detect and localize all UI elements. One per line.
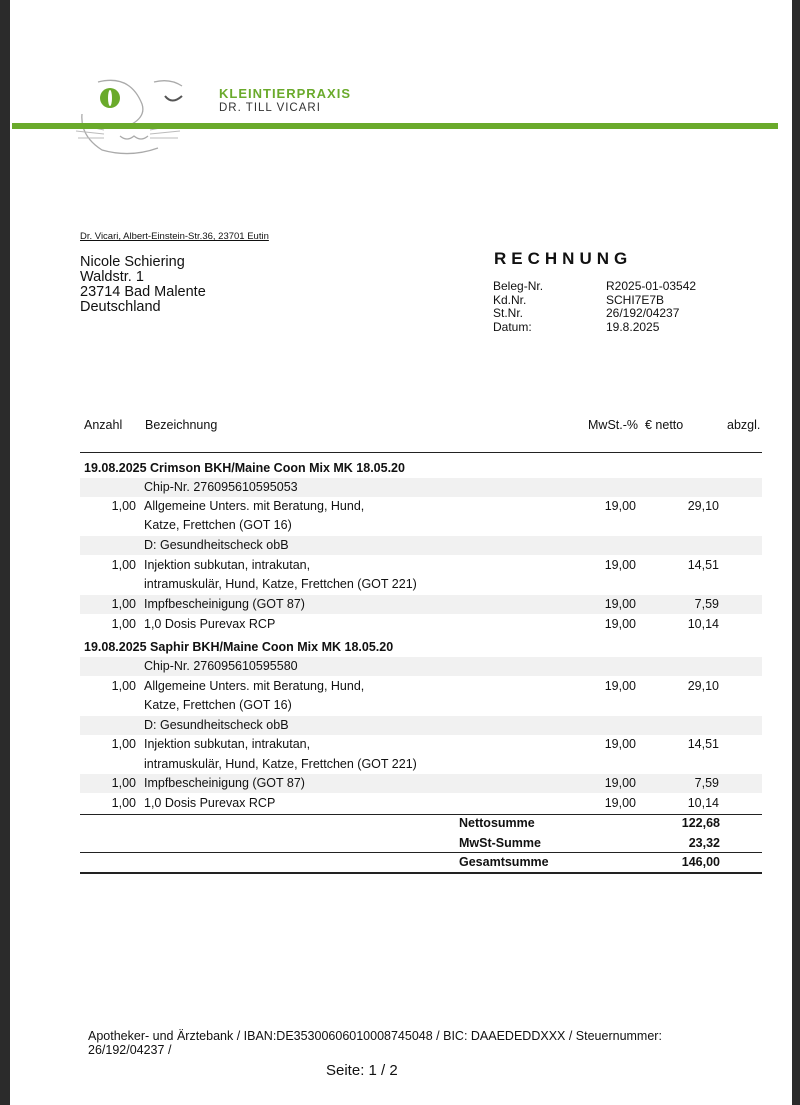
column-header-netto: € netto	[645, 418, 684, 432]
table-row	[80, 595, 762, 614]
meta-value: SCHI7E7B	[606, 292, 665, 307]
vat-total-value: 23,32	[688, 836, 720, 850]
row-description: Chip-Nr. 276095610595053	[144, 480, 298, 494]
meta-value: R2025-01-03542	[606, 279, 697, 293]
table-row	[80, 774, 762, 793]
table-row	[80, 716, 762, 735]
net-total-value: 122,68	[681, 816, 720, 830]
table-row	[80, 575, 762, 594]
row-description: intramuskulär, Hund, Katze, Frettchen (GOT 221)	[144, 577, 417, 591]
net-total-label: Nettosumme	[459, 816, 535, 830]
viewer-frame-left	[0, 0, 10, 1105]
table-row	[80, 556, 762, 575]
vat-total-label: MwSt-Summe	[459, 836, 541, 850]
row-description: Allgemeine Unters. mit Beratung, Hund,	[144, 679, 365, 693]
row-vat-rate: 19,00	[604, 796, 636, 810]
row-description: D: Gesundheitscheck obB	[144, 718, 289, 732]
sender-line: Dr. Vicari, Albert-Einstein-Str.36, 23701 Eutin	[80, 231, 269, 242]
row-quantity: 1,00	[111, 776, 136, 790]
row-description: Katze, Frettchen (GOT 16)	[144, 698, 292, 712]
row-description: D: Gesundheitscheck obB	[144, 538, 289, 552]
row-quantity: 1,00	[111, 617, 136, 631]
recipient-name: Nicole Schiering	[80, 254, 185, 270]
brand-divider	[12, 123, 778, 129]
recipient-country: Deutschland	[80, 299, 161, 315]
row-net-amount: 10,14	[687, 796, 719, 810]
table-row	[80, 478, 762, 497]
row-net-amount: 29,10	[687, 499, 719, 513]
row-vat-rate: 19,00	[604, 499, 636, 513]
meta-label: Beleg-Nr.	[493, 279, 544, 293]
table-row	[80, 794, 762, 813]
row-quantity: 1,00	[111, 597, 136, 611]
grand-total-value: 146,00	[681, 855, 720, 869]
row-description: Injektion subkutan, intrakutan,	[144, 737, 311, 751]
row-quantity: 1,00	[111, 737, 136, 751]
meta-label: Kd.Nr.	[493, 292, 527, 307]
table-row	[80, 615, 762, 634]
row-quantity: 1,00	[111, 796, 136, 810]
recipient-street: Waldstr. 1	[80, 269, 144, 285]
totals-divider-top	[80, 814, 762, 815]
brand-name: KLEINTIERPRAXIS	[219, 86, 352, 101]
row-quantity: 1,00	[111, 558, 136, 572]
viewer-frame-right	[792, 0, 800, 1105]
document-title: RECHNUNG	[494, 249, 633, 268]
row-quantity: 1,00	[111, 679, 136, 693]
table-row	[80, 516, 762, 535]
invoice-meta	[493, 280, 696, 334]
meta-label: Datum:	[493, 319, 532, 334]
row-net-amount: 29,10	[687, 679, 719, 693]
row-net-amount: 7,59	[694, 597, 719, 611]
section-header	[80, 459, 762, 478]
brand-doctor: DR. TILL VICARI	[219, 102, 321, 114]
cat-face-logo-icon	[70, 78, 195, 156]
row-description: intramuskulär, Hund, Katze, Frettchen (GOT 221)	[144, 757, 417, 771]
table-row	[80, 677, 762, 696]
totals-divider-middle	[80, 852, 762, 853]
meta-value: 19.8.2025	[606, 319, 660, 334]
column-header-mwst: MwSt.-%	[588, 418, 638, 432]
row-description: Injektion subkutan, intrakutan,	[144, 558, 311, 572]
row-net-amount: 14,51	[687, 558, 719, 572]
recipient-city: 23714 Bad Malente	[80, 284, 206, 300]
meta-value: 26/192/04237	[606, 306, 680, 320]
row-vat-rate: 19,00	[604, 617, 636, 631]
row-quantity: 1,00	[111, 499, 136, 513]
column-header-bezeichnung: Bezeichnung	[145, 418, 218, 432]
grand-total-label: Gesamtsumme	[459, 855, 549, 869]
row-description: Katze, Frettchen (GOT 16)	[144, 518, 292, 532]
column-header-anzahl: Anzahl	[84, 418, 123, 432]
row-net-amount: 7,59	[694, 776, 719, 790]
table-row	[80, 657, 762, 676]
table-row	[80, 735, 762, 754]
recipient-address	[80, 255, 206, 315]
row-vat-rate: 19,00	[604, 597, 636, 611]
section-title: 19.08.2025 Crimson BKH/Maine Coon Mix MK 18.05.20	[84, 461, 405, 475]
totals-divider-bottom	[80, 872, 762, 874]
bank-footer: Apotheker- und Ärztebank / IBAN:DE35300606010008745048 / BIC: DAAEDEDDXXX / Steuernummer: 26/192/04237 /	[88, 1029, 662, 1057]
row-vat-rate: 19,00	[604, 737, 636, 751]
table-row	[80, 536, 762, 555]
row-vat-rate: 19,00	[604, 776, 636, 790]
column-header-abzgl: abzgl.	[727, 418, 761, 432]
section-header	[80, 638, 762, 657]
table-row	[80, 755, 762, 774]
row-description: Allgemeine Unters. mit Beratung, Hund,	[144, 499, 365, 513]
table-header-divider	[80, 452, 762, 453]
row-vat-rate: 19,00	[604, 558, 636, 572]
table-row	[80, 696, 762, 715]
row-description: 1,0 Dosis Purevax RCP	[144, 617, 276, 631]
section-title: 19.08.2025 Saphir BKH/Maine Coon Mix MK 18.05.20	[84, 640, 394, 654]
row-description: 1,0 Dosis Purevax RCP	[144, 796, 276, 810]
table-row	[80, 497, 762, 516]
row-description: Chip-Nr. 276095610595580	[144, 659, 298, 673]
row-description: Impfbescheinigung (GOT 87)	[144, 776, 305, 790]
meta-label: St.Nr.	[493, 306, 524, 320]
row-description: Impfbescheinigung (GOT 87)	[144, 597, 305, 611]
row-net-amount: 10,14	[687, 617, 719, 631]
row-net-amount: 14,51	[687, 737, 719, 751]
page-indicator: Seite: 1 / 2	[326, 1062, 398, 1079]
row-vat-rate: 19,00	[604, 679, 636, 693]
